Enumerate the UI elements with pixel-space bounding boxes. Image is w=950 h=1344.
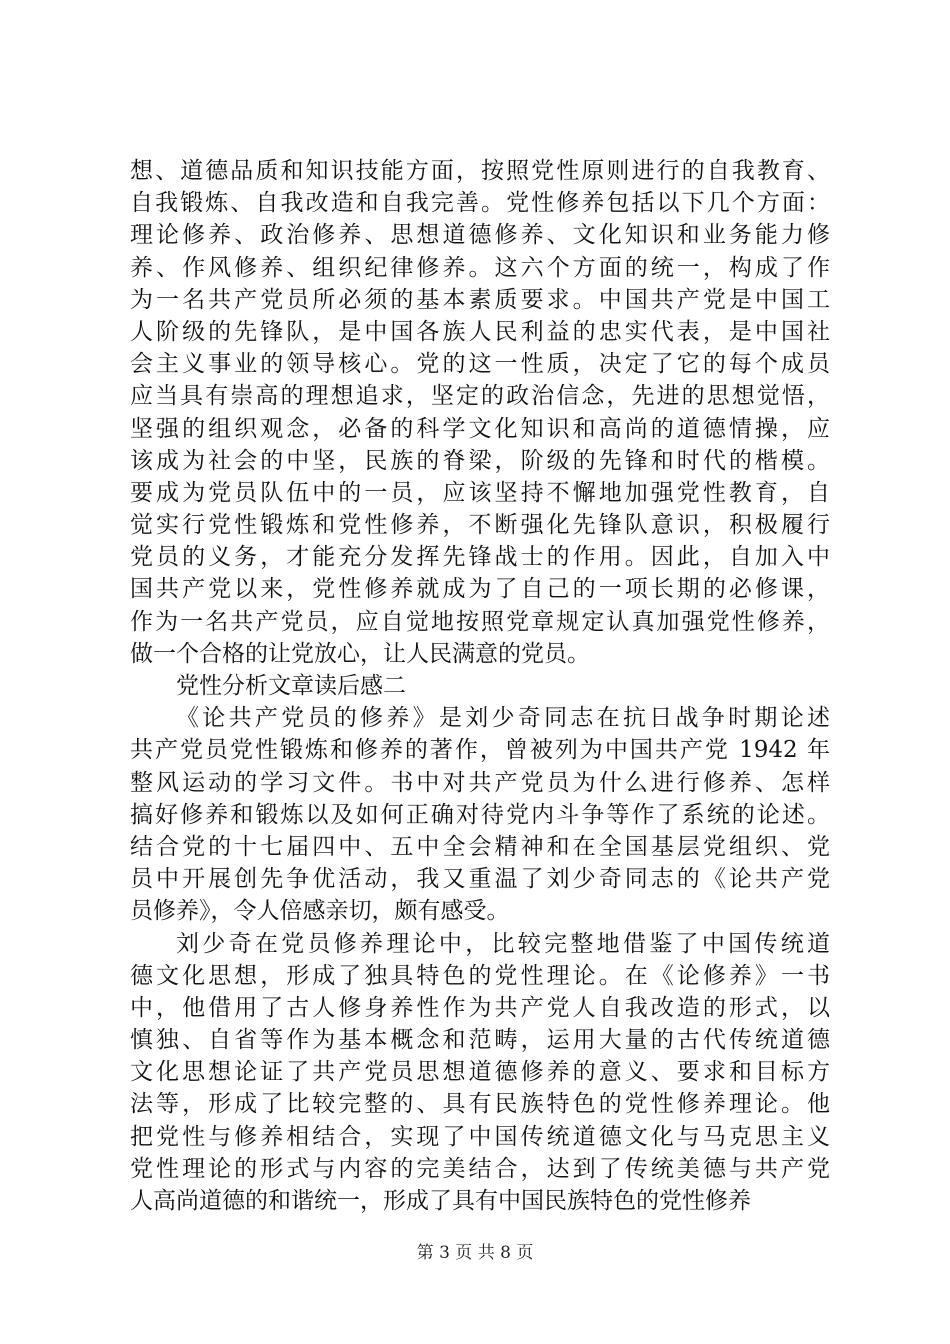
paragraph-theory <box>130 928 830 1218</box>
text-line: 共产党员党性锻炼和修养的著作，曾被列为中国共产党 1942 年 <box>130 737 830 764</box>
text-line: 想、道德品质和知识技能方面，按照党性原则进行的自我教育、 <box>130 158 830 184</box>
text-line: 自我锻炼、自我改造和自我完善。党性修养包括以下几个方面： <box>130 190 830 217</box>
text-line: 搞好修养和锻炼以及如何正确对待党内斗争等作了系统的论述。 <box>130 801 830 828</box>
text-line: 党性分析文章读后感二 <box>176 673 406 699</box>
paragraph-intro <box>130 702 830 927</box>
text-line: 该成为社会的中坚，民族的脊梁，阶级的先锋和时代的楷模。 <box>130 447 830 474</box>
text-line: 中，他借用了古人修身养性作为共产党人自我改造的形式，以 <box>130 994 830 1021</box>
text-line: 要成为党员队伍中的一员，应该坚持不懈地加强党性教育，自 <box>130 479 830 506</box>
text-line: 应当具有崇高的理想追求，坚定的政治信念，先进的思想觉悟， <box>130 383 830 410</box>
text-line: 觉实行党性锻炼和党性修养，不断强化先锋队意识，积极履行 <box>130 512 830 539</box>
paragraph-continuation <box>130 155 830 670</box>
text-line: 会主义事业的领导核心。党的这一性质，决定了它的每个成员 <box>130 351 830 378</box>
text-line: 整风运动的学习文件。书中对共产党员为什么进行修养、怎样 <box>130 769 830 796</box>
text-line: 国共产党以来，党性修养就成为了自己的一项长期的必修课， <box>130 576 830 603</box>
text-line: 德文化思想，形成了独具特色的党性理论。在《论修养》一书 <box>130 962 830 989</box>
text-line: 养、作风修养、组织纪律修养。这六个方面的统一，构成了作 <box>130 254 830 281</box>
text-line: 员中开展创先争优活动，我又重温了刘少奇同志的《论共产党 <box>130 866 830 893</box>
document-body <box>130 155 830 1217</box>
text-line: 人阶级的先锋队，是中国各族人民利益的忠实代表，是中国社 <box>130 318 830 345</box>
section-heading <box>130 670 830 702</box>
text-line: 慎独、自省等作为基本概念和范畴，运用大量的古代传统道德 <box>130 1027 830 1054</box>
text-line: 为一名共产党员所必须的基本素质要求。中国共产党是中国工 <box>130 286 830 313</box>
page-footer: 第 3 页 共 8 页 <box>416 1243 534 1263</box>
text-line: 坚强的组织观念，必备的科学文化知识和高尚的道德情操，应 <box>130 415 830 442</box>
text-line: 理论修养、政治修养、思想道德修养、文化知识和业务能力修 <box>130 222 830 249</box>
text-line: 法等，形成了比较完整的、具有民族特色的党性修养理论。他 <box>130 1091 830 1118</box>
text-line: 《论共产党员的修养》是刘少奇同志在抗日战争时期论述 <box>176 705 830 732</box>
text-line: 文化思想论证了共产党员思想道德修养的意义、要求和目标方 <box>130 1059 830 1086</box>
text-line: 结合党的十七届四中、五中全会精神和在全国基层党组织、党 <box>130 833 830 860</box>
text-line: 党性理论的形式与内容的完美结合，达到了传统美德与共产党 <box>130 1155 830 1182</box>
text-line: 员修养》，令人倍感亲切，颇有感受。 <box>130 898 510 925</box>
text-line: 做一个合格的让党放心，让人民满意的党员。 <box>130 640 590 667</box>
text-line: 刘少奇在党员修养理论中，比较完整地借鉴了中国传统道 <box>176 930 830 957</box>
text-line: 人高尚道德的和谐统一，形成了具有中国民族特色的党性修养 <box>130 1188 751 1214</box>
text-line: 党员的义务，才能充分发挥先锋战士的作用。因此，自加入中 <box>130 544 830 571</box>
text-line: 把党性与修养相结合，实现了中国传统道德文化与马克思主义 <box>130 1123 830 1150</box>
text-line: 作为一名共产党员，应自觉地按照党章规定认真加强党性修养， <box>130 608 830 635</box>
